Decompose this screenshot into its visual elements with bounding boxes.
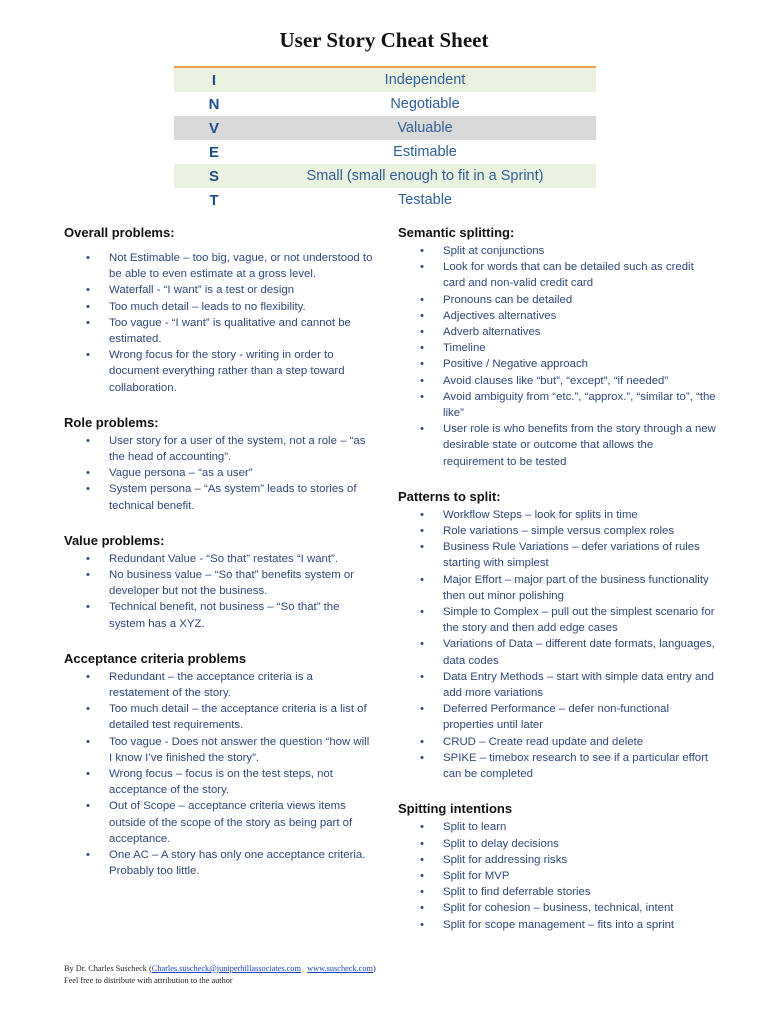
section-heading: Patterns to split: bbox=[398, 488, 501, 504]
invest-letter: V bbox=[174, 116, 254, 140]
invest-row bbox=[174, 164, 596, 188]
section-heading: Role problems: bbox=[64, 414, 159, 430]
bullet-list bbox=[398, 507, 716, 782]
list-item: • Redundant – the acceptance criteria is a restatement of the story. bbox=[64, 669, 374, 701]
list-item: • Split for addressing risks bbox=[398, 852, 716, 868]
invest-word: Small (small enough to fit in a Sprint) bbox=[254, 164, 596, 188]
website-link[interactable]: www.suscheck.com bbox=[307, 964, 373, 973]
list-item: • Too much detail – the acceptance criteria is a list of detailed test requirements. bbox=[64, 701, 374, 733]
list-item: • Pronouns can be detailed bbox=[398, 292, 716, 308]
section-heading: Spitting intentions bbox=[398, 801, 513, 817]
list-item: • Split at conjunctions bbox=[398, 243, 716, 259]
page-title: User Story Cheat Sheet bbox=[279, 28, 489, 52]
list-item: • Major Effort – major part of the business functionality then out minor polishing bbox=[398, 572, 716, 604]
invest-word: Independent bbox=[254, 67, 596, 92]
bullet-list bbox=[64, 433, 374, 514]
section-heading: Value problems: bbox=[64, 532, 165, 548]
section bbox=[398, 224, 716, 470]
section-heading: Semantic splitting: bbox=[398, 225, 515, 240]
invest-row bbox=[174, 92, 596, 116]
footer bbox=[64, 963, 724, 986]
list-item: • Too vague - “I want” is qualitative and cannot be estimated. bbox=[64, 315, 374, 347]
list-item: • Avoid clauses like “but”, “except”, “if needed” bbox=[398, 373, 716, 389]
list-item: • Split for scope management – fits into a sprint bbox=[398, 917, 716, 933]
list-item: • Deferred Performance – defer non-functional properties until later bbox=[398, 701, 716, 733]
section-heading: Overall problems: bbox=[64, 225, 175, 240]
section bbox=[398, 800, 716, 932]
list-item: • Too much detail – leads to no flexibility. bbox=[64, 299, 374, 315]
bullet-list bbox=[64, 669, 374, 880]
section bbox=[64, 650, 374, 880]
left-column bbox=[64, 224, 374, 880]
list-item: • Wrong focus – focus is on the test steps, not acceptance of the story. bbox=[64, 766, 374, 798]
list-item: • Technical benefit, not business – “So that” the system has a XYZ. bbox=[64, 599, 374, 631]
invest-letter: I bbox=[174, 67, 254, 92]
footer-suffix: ) bbox=[372, 964, 376, 973]
list-item: • Split to delay decisions bbox=[398, 836, 716, 852]
list-item: • Too vague - Does not answer the question “how will I know I’ve finished the story”. bbox=[64, 734, 374, 766]
list-item: • Look for words that can be detailed such as credit card and non-valid credit card bbox=[398, 259, 716, 291]
bullet-list bbox=[64, 250, 374, 396]
invest-row bbox=[174, 188, 596, 212]
section bbox=[64, 532, 374, 632]
invest-row bbox=[174, 140, 596, 164]
list-item: • Workflow Steps – look for splits in time bbox=[398, 507, 716, 523]
list-item: • Role variations – simple versus complex roles bbox=[398, 523, 716, 539]
bullet-list bbox=[398, 819, 716, 932]
list-item: • Split for MVP bbox=[398, 868, 716, 884]
invest-letter: T bbox=[209, 191, 219, 209]
list-item: • One AC – A story has only one acceptance criteria. Probably too little. bbox=[64, 847, 374, 879]
section-heading: Acceptance criteria problems bbox=[64, 650, 247, 666]
list-item: • Waterfall - “I want” is a test or design bbox=[64, 282, 374, 298]
list-item: • System persona – “As system” leads to stories of technical benefit. bbox=[64, 481, 374, 513]
invest-row bbox=[174, 116, 596, 140]
list-item: • Not Estimable – too big, vague, or not understood to be able to even estimate at a gross level. bbox=[64, 250, 374, 282]
list-item: • Positive / Negative approach bbox=[398, 356, 716, 372]
list-item: • Adverb alternatives bbox=[398, 324, 716, 340]
list-item: • Redundant Value - “So that” restates “I want”. bbox=[64, 551, 374, 567]
list-item: • Business Rule Variations – defer variations of rules starting with simplest bbox=[398, 539, 716, 571]
right-column bbox=[398, 224, 716, 933]
footer-author: By Dr. Charles Suscheck ( bbox=[64, 964, 152, 973]
invest-word: Valuable bbox=[254, 116, 596, 140]
list-item: • Split to find deferrable stories bbox=[398, 884, 716, 900]
invest-word: Estimable bbox=[393, 144, 457, 160]
invest-table bbox=[174, 66, 596, 212]
list-item: • No business value – “So that” benefits system or developer but not the business. bbox=[64, 567, 374, 599]
invest-word: Negotiable bbox=[390, 96, 460, 112]
invest-letter: E bbox=[208, 143, 219, 161]
list-item: • User role is who benefits from the story through a new desirable state or outcome that allows the requirement to be tested bbox=[398, 421, 716, 470]
invest-word: Testable bbox=[397, 192, 452, 208]
list-item: • CRUD – Create read update and delete bbox=[398, 734, 716, 750]
invest-row bbox=[174, 67, 596, 92]
list-item: • Data Entry Methods – start with simple data entry and add more variations bbox=[398, 669, 716, 701]
footer-author-line bbox=[64, 963, 724, 975]
list-item: • Adjectives alternatives bbox=[398, 308, 716, 324]
section bbox=[398, 488, 716, 782]
list-item: • Split to learn bbox=[398, 819, 716, 835]
footer-note: Feel free to distribute with attribution to the author bbox=[64, 975, 233, 985]
list-item: • User story for a user of the system, not a role – “as the head of accounting”. bbox=[64, 433, 374, 465]
list-item: • Timeline bbox=[398, 340, 716, 356]
list-item: • Split for cohesion – business, technical, intent bbox=[398, 900, 716, 916]
bullet-list bbox=[64, 551, 374, 632]
list-item: • Simple to Complex – pull out the simplest scenario for the story and then add edge cases bbox=[398, 604, 716, 636]
list-item: • Variations of Data – different date formats, languages, data codes bbox=[398, 636, 716, 668]
list-item: • Out of Scope – acceptance criteria views items outside of the scope of the story as being part of acceptance. bbox=[64, 798, 374, 847]
section bbox=[64, 414, 374, 514]
invest-letter: S bbox=[174, 164, 254, 188]
invest-letter: N bbox=[208, 95, 220, 113]
email-link[interactable]: Charles.suscheck@juniperhillassociates.com bbox=[151, 964, 301, 973]
section bbox=[64, 224, 374, 396]
list-item: • Avoid ambiguity from “etc.”, “approx.”, “similar to”, “the like” bbox=[398, 389, 716, 421]
bullet-list bbox=[398, 243, 716, 470]
list-item: • SPIKE – timebox research to see if a particular effort can be completed bbox=[398, 750, 716, 782]
list-item: • Vague persona – “as a user” bbox=[64, 465, 374, 481]
list-item: • Wrong focus for the story - writing in order to document everything rather than a step toward collaboration. bbox=[64, 347, 374, 396]
